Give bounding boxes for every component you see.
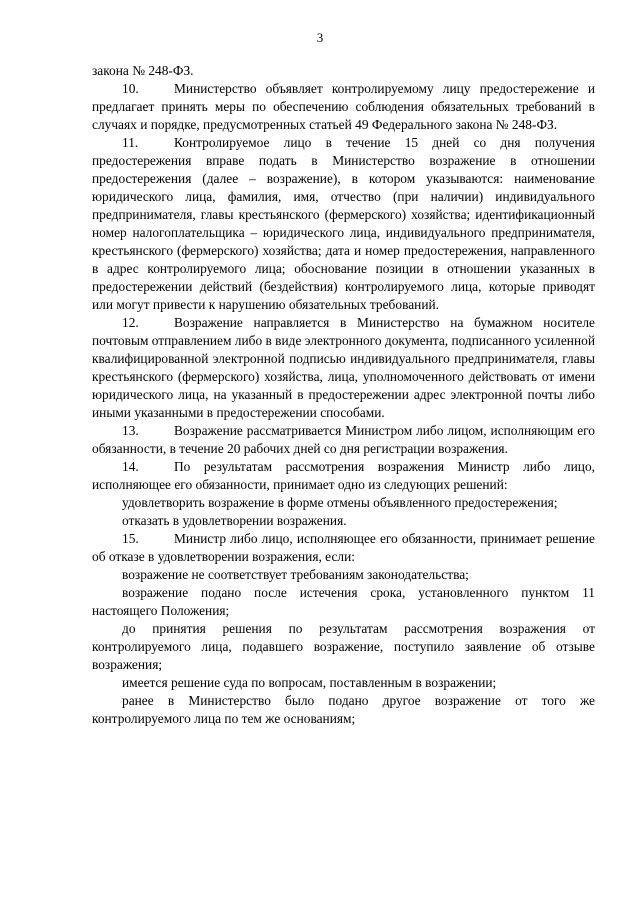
paragraph-text: возражение подано после истечения срока, установленного пунктом 11 настоящего Положения; [92,585,595,618]
paragraph-number: 10. [122,81,139,96]
paragraph-text: По результатам рассмотрения возражения Министр либо лицо, исполняющее его обязанности, принимает одно из следующих решений: [92,459,595,492]
paragraph-continuation [92,62,595,80]
document-body [92,62,595,728]
paragraph-text: Возражение направляется в Министерство на бумажном носителе почтовым отправлением либо в виде электронного документа, подписанного усиленной квалифицированной электронной подписью индивидуального предпринимателя, главы крестьянского (фермерского) хозяйства, лица, уполномоченного действовать от имени юридического лица, на указанный в предостережении адрес электронной почты либо иными указанными в предостережении способами. [92,315,595,420]
list-item [92,584,595,620]
list-item [92,674,595,692]
paragraph-number: 13. [122,423,139,438]
paragraph-number: 15. [122,531,139,546]
paragraph-14 [92,458,595,494]
paragraph-number: 14. [122,459,139,474]
list-item [92,620,595,674]
paragraph-text: удовлетворить возражение в форме отмены объявленного предостережения; [122,495,558,510]
paragraph-text: до принятия решения по результатам рассмотрения возражения от контролируемого лица, подавшего возражение, поступило заявление об отзыве возражения; [92,621,595,672]
paragraph-13 [92,422,595,458]
paragraph-11 [92,134,595,314]
paragraph-text: Министерство объявляет контролируемому лицу предостережение и предлагает принять меры по обеспечению соблюдения обязательных требований в случаях и порядке, предусмотренных статьей 49 Федерального закона № 248-ФЗ. [92,81,595,132]
paragraph-text: Министр либо лицо, исполняющее его обязанности, принимает решение об отказе в удовлетворении возражения, если: [92,531,595,564]
paragraph-text: Контролируемое лицо в течение 15 дней со дня получения предостережения вправе подать в Министерство возражение в отношении предостережения (далее – возражение), в котором указываются: наименование юридического лица, фамилия, имя, отчество (при наличии) индивидуального предпринимателя, главы крестьянского (фермерского) хозяйства; идентификационный номер налогоплательщика – юридического лица, индивидуального предпринимателя, крестьянского (фермерского) хозяйства; дата и номер предостережения, направленного в адрес контролируемого лица; обоснование позиции в отношении указанных в предостережении действий (бездействия) контролируемого лица, которые приводят или могут привести к нарушению обязательных требований. [92,135,595,312]
paragraph-number: 12. [122,315,139,330]
paragraph-number: 11. [122,135,139,150]
list-item [92,566,595,584]
paragraph-text: имеется решение суда по вопросам, поставленным в возражении; [122,675,497,690]
list-item [92,692,595,728]
list-item [92,494,595,512]
page-number: 3 [316,30,324,45]
paragraph-10 [92,80,595,134]
paragraph-text: отказать в удовлетворении возражения. [122,513,347,528]
paragraph-text: закона № 248-ФЗ. [92,63,194,78]
paragraph-12 [92,314,595,422]
paragraph-text: возражение не соответствует требованиям законодательства; [122,567,469,582]
paragraph-15 [92,530,595,566]
paragraph-text: ранее в Министерство было подано другое возражение от того же контролируемого лица по тем же основаниям; [92,693,595,726]
paragraph-text: Возражение рассматривается Министром либо лицом, исполняющим его обязанности, в течение 20 рабочих дней со дня регистрации возражения. [92,423,595,456]
list-item [92,512,595,530]
